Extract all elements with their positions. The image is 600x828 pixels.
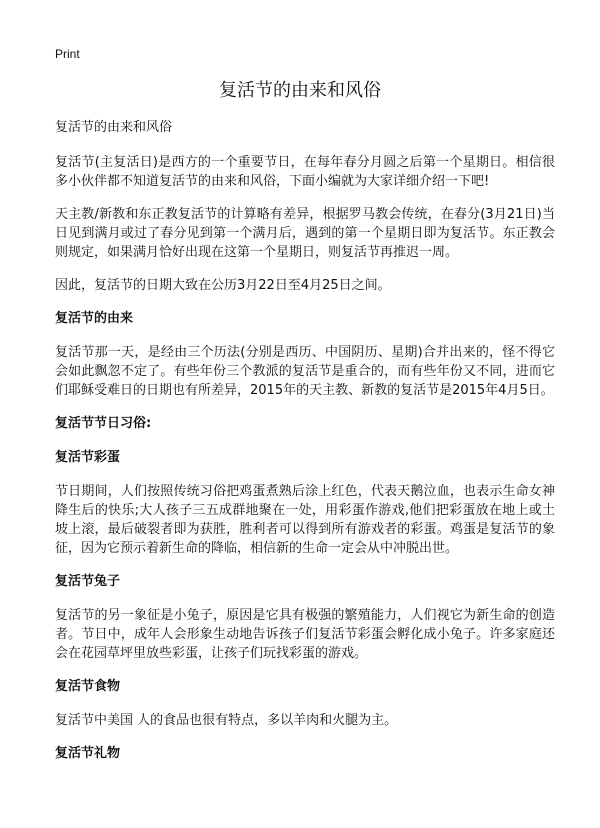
rabbit-paragraph: 复活节的另一象征是小兔子，原因是它具有极强的繁殖能力，人们视它为新生命的创造者。节日中，成年人会形象生动地告诉孩子们复活节彩蛋会孵化成小兔子。许多家庭还会在花园草坪里放些彩蛋，让孩子们玩找彩蛋的游戏。 xyxy=(55,608,555,661)
eggs-heading: 复活节彩蛋 xyxy=(55,450,121,465)
print-link[interactable]: Print xyxy=(55,47,80,61)
calendar-paragraph: 天主教/新教和东正教复活节的计算略有差异，根据罗马教会传统，在春分(3月21日)当日见到满月或过了春分见到第一个满月后，遇到的第一个星期日即为复活节。东正教会则规定，如果满月恰好出现在这第一个星期日，则复活节再推迟一周。 xyxy=(55,207,555,260)
origin-paragraph: 复活节那一天，是经由三个历法(分别是西历、中国阴历、星期)合并出来的，怪不得它会如此飘忽不定了。有些年份三个教派的复活节是重合的，而有些年份又不同，进而它们耶稣受难日的日期也有所差异，2015年的天主教、新教的复活节是2015年4月5日。 xyxy=(55,345,555,398)
customs-heading: 复活节节日习俗: xyxy=(55,416,152,431)
rabbit-heading: 复活节兔子 xyxy=(55,574,121,589)
gifts-heading: 复活节礼物 xyxy=(55,746,121,761)
origin-heading: 复活节的由来 xyxy=(55,311,134,326)
food-heading: 复活节食物 xyxy=(55,679,121,694)
date-range-paragraph: 因此，复活节的日期大致在公历3月22日至4月25日之间。 xyxy=(55,278,391,293)
article-subtitle: 复活节的由来和风俗 xyxy=(55,120,173,135)
food-paragraph: 复活节中美国 人的食品也很有特点，多以羊肉和火腿为主。 xyxy=(55,713,398,728)
intro-paragraph: 复活节(主复活日)是西方的一个重要节日，在每年春分月圆之后第一个星期日。相信很多小伙伴都不知道复活节的由来和风俗，下面小编就为大家详细介绍一下吧! xyxy=(55,155,555,189)
eggs-paragraph: 节日期间，人们按照传统习俗把鸡蛋煮熟后涂上红色，代表天鹅泣血，也表示生命女神降生后的快乐;大人孩子三五成群地聚在一处，用彩蛋作游戏,他们把彩蛋放在地上或土坡上滚，最后破裂者即为获胜，胜利者可以得到所有游戏者的彩蛋。鸡蛋是复活节的象征，因为它预示着新生命的降临，相信新的生命一定会从中冲脱出世。 xyxy=(55,484,555,556)
page-title: 复活节的由来和风俗 xyxy=(219,80,381,101)
article-body xyxy=(55,118,555,778)
